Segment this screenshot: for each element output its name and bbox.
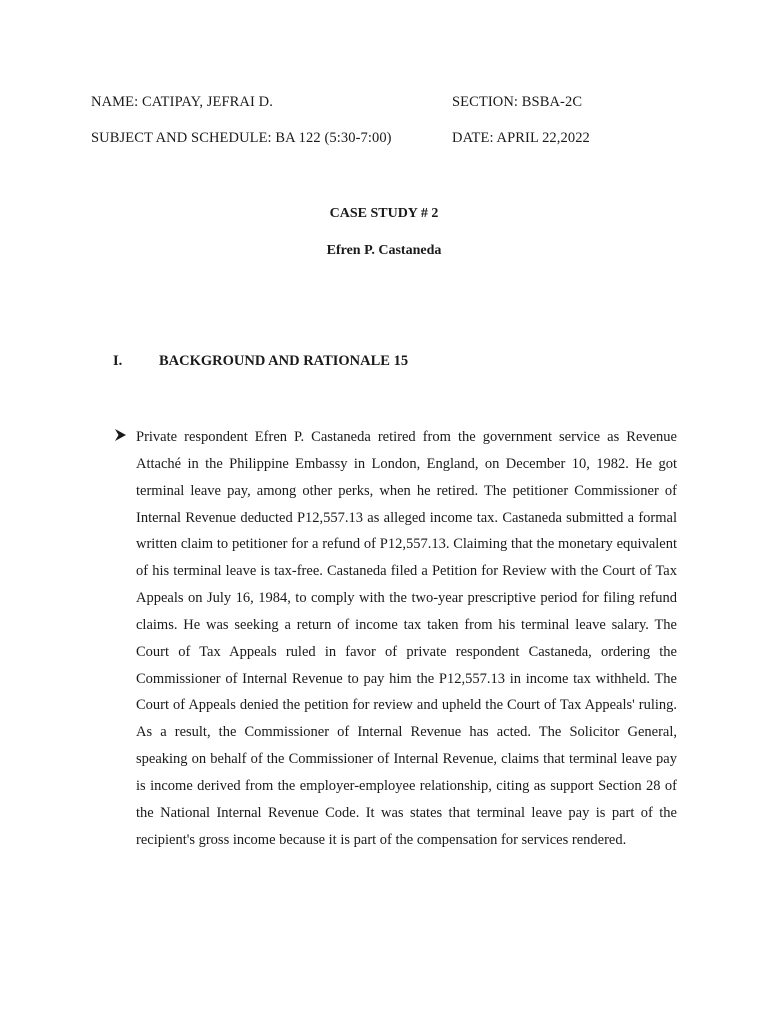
student-name: NAME: CATIPAY, JEFRAI D. (91, 94, 273, 110)
document-subtitle: Efren P. Castaneda (326, 243, 442, 258)
background-paragraph: Private respondent Efren P. Castaneda retired from the government service as Revenue Attaché in the Philippine Embassy in London, England, on December 10, 1982. He got terminal leave pay, among other perks, when he retired. The petitioner Commissioner of Internal Revenue deducted P12,557.13 as alleged income tax. Castaneda submitted a formal written claim to petitioner for a refund of P12,557.13. Claiming that the monetary equivalent of his terminal leave is tax-free. Castaneda filed a Petition for Review with the Court of Tax Appeals on July 16, 1984, to comply with the two-year prescriptive period for filing refund claims. He was seeking a return of income tax taken from his terminal leave salary. The Court of Tax Appeals ruled in favor of private respondent Castaneda, ordering the Commissioner of Internal Revenue to pay him the P12,557.13 in income tax withheld. The Court of Appeals denied the petition for review and upheld the Court of Tax Appeals' ruling. As a result, the Commissioner of Internal Revenue has acted. The Solicitor General, speaking on behalf of the Commissioner of Internal Revenue, claims that terminal leave pay is income derived from the employer-employee relationship, citing as support Section 28 of the National Internal Revenue Code. It was states that terminal leave pay is part of the recipient's gross income because it is part of the compensation for services rendered. (136, 429, 677, 848)
document-title: CASE STUDY # 2 (329, 206, 439, 221)
section-heading: BACKGROUND AND RATIONALE 15 (159, 353, 409, 369)
submission-date: DATE: APRIL 22,2022 (452, 130, 590, 146)
subject-schedule: SUBJECT AND SCHEDULE: BA 122 (5:30-7:00) (91, 130, 392, 146)
arrowhead-bullet-icon (114, 428, 128, 442)
section-number: I. (113, 353, 123, 369)
student-section: SECTION: BSBA-2C (452, 94, 583, 110)
